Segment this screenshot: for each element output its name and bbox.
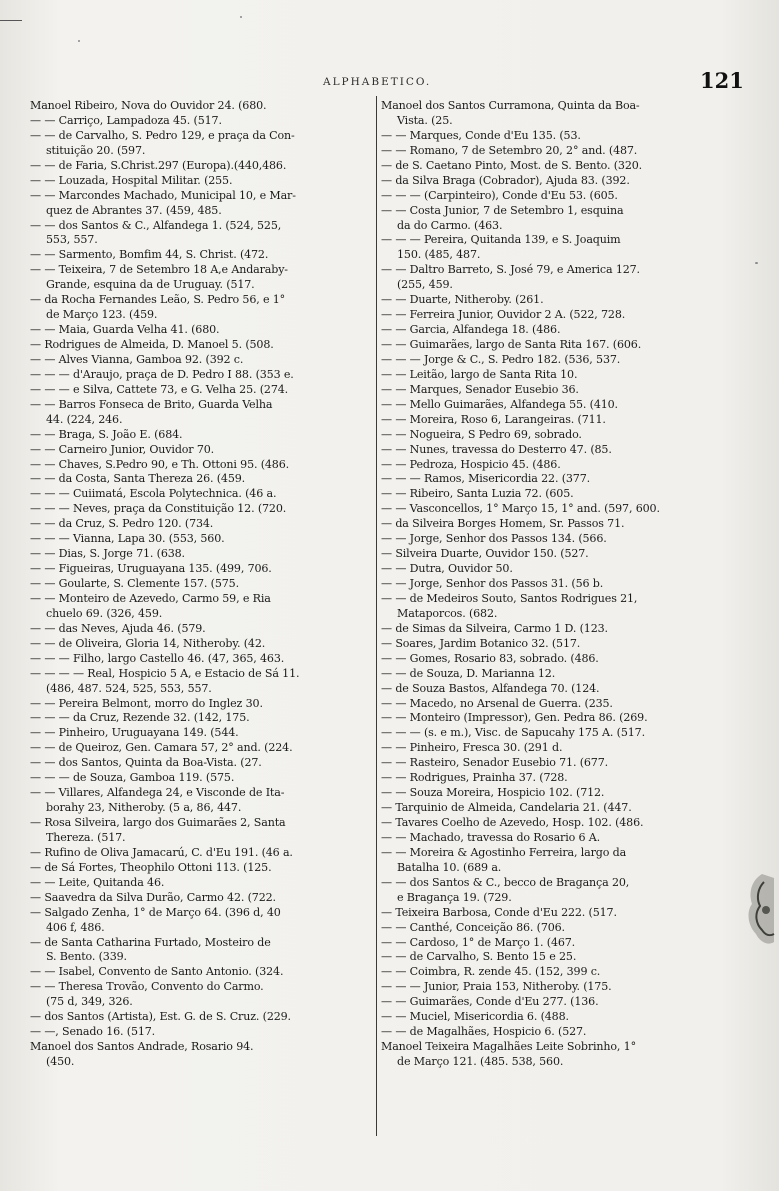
right-entry-line: — — Moreira, Roso 6, Larangeiras. (711. [381, 412, 606, 426]
left-entry-line: — dos Santos (Artista), Est. G. de S. Cruz. (229. [30, 1010, 291, 1024]
left-entry-line: — da Rocha Fernandes Leão, S. Pedro 56, e 1° [30, 293, 286, 307]
right-entry-line: — da Silveira Borges Homem, Sr. Passos 71. [381, 517, 625, 531]
left-entry-line: — — Pereira Belmont, morro do Inglez 30. [30, 696, 263, 710]
right-entry-line: — — Canthé, Conceição 86. (706. [381, 920, 565, 934]
right-entry-line: — — de Carvalho, S. Bento 15 e 25. [381, 950, 577, 964]
left-entry-line: — — Leite, Quitanda 46. [30, 875, 165, 889]
left-entry-line: S. Bento. (339. [46, 950, 127, 964]
left-entry-line: — — — de Souza, Gamboa 119. (575. [30, 771, 235, 785]
left-column [30, 99, 373, 1184]
left-entry-line: — — Dias, S. Jorge 71. (638. [30, 547, 185, 561]
left-entry-line: — — de Oliveira, Gloria 14, Nitheroby. (42. [30, 636, 266, 650]
print-speck [755, 262, 758, 264]
right-entry-line: — — Jorge, Senhor dos Passos 31. (56 b. [381, 577, 604, 590]
right-entry-line: — — de Medeiros Souto, Santos Rodrigues 21, [381, 591, 638, 605]
left-entry-line: stituição 20. (597. [46, 143, 146, 157]
left-entry-line: quez de Abrantes 37. (459, 485. [46, 203, 222, 217]
right-entry-line: — — Rasteiro, Senador Eusebio 71. (677. [381, 756, 608, 770]
left-entry-line: — — Figueiras, Uruguayana 135. (499, 706. [30, 562, 272, 576]
right-entry-line: — — de Souza, D. Marianna 12. [381, 666, 556, 680]
right-entry-line: — — — Jorge & C., S. Pedro 182. (536, 537. [381, 352, 621, 366]
right-entry-line: — — Ferreira Junior, Ouvidor 2 A. (522, 728. [381, 308, 626, 322]
column-divider [376, 96, 377, 1136]
right-entry-line: — — Muciel, Misericordia 6. (488. [381, 1010, 569, 1024]
left-entry-line: — Rufino de Oliva Jamacarú, C. d'Eu 191. (46 a. [30, 845, 293, 859]
left-entry-line: Manoel dos Santos Andrade, Rosario 94. [30, 1040, 254, 1054]
right-entry-line: — — Macedo, no Arsenal de Guerra. (235. [381, 696, 613, 710]
right-entry-line: — da Silva Braga (Cobrador), Ajuda 83. (392. [381, 173, 630, 187]
left-entry-line: — — Villares, Alfandega 24, e Visconde de Ita- [30, 786, 285, 800]
right-entry-line: — — Vasconcellos, 1° Março 15, 1° and. (597, 600. [381, 502, 660, 516]
running-title: ALPHABETICO. [323, 76, 432, 88]
right-entry-line: — de Souza Bastos, Alfandega 70. (124. [381, 681, 600, 695]
left-entry-line: — — — da Cruz, Rezende 32. (142, 175. [30, 711, 250, 725]
left-entry-line: — — — — Real, Hospicio 5 A, e Estacio de Sá 11. [30, 666, 300, 680]
corner-rule [0, 20, 22, 21]
right-entry-line: — — Moreira & Agostinho Ferreira, largo da [381, 845, 627, 859]
left-entry-line: — — Carriço, Lampadoza 45. (517. [30, 113, 222, 127]
left-entry-line: — — Braga, S. João E. (684. [30, 427, 183, 441]
right-column [381, 99, 738, 1184]
left-entry-line: — de Sá Fortes, Theophilo Ottoni 113. (125. [30, 860, 272, 874]
right-entry-line: da do Carmo. (463. [397, 218, 503, 232]
right-entry-line: — — de Magalhães, Hospicio 6. (527. [381, 1025, 587, 1039]
left-entry-line: — — — d'Araujo, praça de D. Pedro I 88. (353 e. [30, 367, 294, 381]
right-entry-line: — — Nogueira, S Pedro 69, sobrado. [381, 427, 582, 441]
right-entry-line: — — — (Carpinteiro), Conde d'Eu 53. (605. [381, 188, 618, 202]
left-entry-line: — — da Cruz, S. Pedro 120. (734. [30, 517, 214, 531]
page-header [0, 70, 779, 94]
left-entry-line: 44. (224, 246. [46, 412, 123, 426]
left-entry-line: — — de Carvalho, S. Pedro 129, e praça da Con- [30, 128, 295, 142]
left-entry-line: — — Pinheiro, Uruguayana 149. (544. [30, 726, 239, 740]
right-entry-line: — — Duarte, Nitheroby. (261. [381, 293, 544, 307]
left-entry-line: — — Isabel, Convento de Santo Antonio. (324. [30, 965, 284, 979]
right-entry-line: — — Marques, Senador Eusebio 36. [381, 382, 579, 396]
left-entry-line: — —, Senado 16. (517. [30, 1025, 156, 1039]
right-entry-line: — — Coimbra, R. zende 45. (152, 399 c. [381, 965, 601, 979]
right-entry-line: — — Jorge, Senhor dos Passos 134. (566. [381, 532, 607, 546]
left-entry-line: Thereza. (517. [46, 830, 126, 844]
right-entry-line: 150. (485, 487. [397, 248, 481, 262]
left-entry-line: — Saavedra da Silva Durão, Carmo 42. (722. [30, 890, 276, 904]
left-entry-line: — — — Cuiimatá, Escola Polytechnica. (46 a. [30, 487, 277, 501]
right-entry-line: — — Monteiro (Impressor), Gen. Pedra 86. (269. [381, 711, 648, 725]
print-speck [78, 40, 80, 42]
print-speck [240, 16, 242, 18]
right-entry-line: Manoel Teixeira Magalhães Leite Sobrinho, 1° [381, 1040, 636, 1054]
left-entry-line: chuelo 69. (326, 459. [46, 606, 163, 620]
left-entry-line: — — Marcondes Machado, Municipal 10, e Mar- [30, 188, 296, 202]
right-entry-line: — de Simas da Silveira, Carmo 1 D. (123. [381, 621, 608, 635]
left-entry-line: Manoel Ribeiro, Nova do Ouvidor 24. (680. [30, 99, 267, 112]
left-entry-line: — Rosa Silveira, largo dos Guimarães 2, Santa [30, 816, 286, 829]
right-entry-line: e Bragança 19. (729. [397, 890, 512, 904]
left-entry-line: — — — e Silva, Cattete 73, e G. Velha 25. (274. [30, 382, 289, 396]
left-entry-line: — Salgado Zenha, 1° de Março 64. (396 d, 40 [30, 905, 281, 919]
left-entry-line: 406 f, 486. [46, 920, 105, 934]
left-entry-line: de Março 123. (459. [46, 308, 158, 322]
left-entry-line: — — das Neves, Ajuda 46. (579. [30, 621, 206, 635]
left-entry-line: borahy 23, Nitheroby. (5 a, 86, 447. [46, 801, 242, 815]
right-entry-line: — de S. Caetano Pinto, Most. de S. Bento. (320. [381, 158, 643, 172]
right-entry-line: — — Romano, 7 de Setembro 20, 2° and. (487. [381, 143, 638, 157]
right-entry-line: — Teixeira Barbosa, Conde d'Eu 222. (517. [381, 905, 617, 919]
right-entry-line: — Tavares Coelho de Azevedo, Hosp. 102. (486. [381, 816, 644, 829]
right-entry-line: — — dos Santos & C., becco de Bragança 20, [381, 875, 630, 889]
left-entry-line: — — — Vianna, Lapa 30. (553, 560. [30, 532, 225, 546]
right-entry-line: — — Leitão, largo de Santa Rita 10. [381, 367, 578, 381]
left-entry-line: — — dos Santos & C., Alfandega 1. (524, 525, [30, 218, 282, 232]
right-entry-line: — — — (s. e m.), Visc. de Sapucahy 175 A. (517. [381, 726, 645, 740]
left-entry-line: — — Carneiro Junior, Ouvidor 70. [30, 442, 215, 456]
right-entry-line: — Soares, Jardim Botanico 32. (517. [381, 636, 581, 650]
left-entry-line: — — Alves Vianna, Gamboa 92. (392 c. [30, 352, 244, 366]
left-entry-line: — — Sarmento, Bomfim 44, S. Christ. (472. [30, 248, 269, 262]
left-entry-line: (75 d, 349, 326. [46, 995, 133, 1009]
right-entry-line: — — Costa Junior, 7 de Setembro 1, esquina [381, 203, 624, 217]
left-entry-line: — Rodrigues de Almeida, D. Manoel 5. (508. [30, 338, 274, 351]
left-entry-line: (450. [46, 1055, 75, 1068]
right-entry-line: — — Nunes, travessa do Desterro 47. (85. [381, 442, 612, 456]
right-entry-line: — — Pinheiro, Fresca 30. (291 d. [381, 741, 563, 755]
right-entry-line: — Silveira Duarte, Ouvidor 150. (527. [381, 547, 589, 561]
right-entry-line: Vista. (25. [397, 113, 453, 127]
right-entry-line: — — Machado, travessa do Rosario 6 A. [381, 830, 601, 844]
right-entry-line: — — Guimarães, largo de Santa Rita 167. (606. [381, 338, 642, 351]
right-entry-line: — — Dutra, Ouvidor 50. [381, 562, 513, 576]
left-entry-line: — — Louzada, Hospital Militar. (255. [30, 173, 233, 187]
page-number: 121 [700, 68, 744, 93]
left-entry-line: — — Monteiro de Azevedo, Carmo 59, e Ria [30, 591, 271, 605]
left-entry-line: — — — Filho, largo Castello 46. (47, 365, 463. [30, 651, 285, 665]
right-entry-line: — — Ribeiro, Santa Luzia 72. (605. [381, 487, 574, 501]
right-entry-line: Mataporcos. (682. [397, 606, 498, 620]
right-entry-line: Batalha 10. (689 a. [397, 860, 502, 874]
right-entry-line: — Tarquinio de Almeida, Candelaria 21. (447. [381, 801, 632, 815]
right-entry-line: — — Guimarães, Conde d'Eu 277. (136. [381, 995, 599, 1009]
left-entry-line: Grande, esquina da de Uruguay. (517. [46, 278, 255, 292]
left-entry-line: — — Theresa Trovão, Convento do Carmo. [30, 980, 264, 994]
left-entry-line: — — Barros Fonseca de Brito, Guarda Velha [30, 397, 273, 411]
left-entry-line: — — da Costa, Santa Thereza 26. (459. [30, 472, 246, 486]
right-entry-line: Manoel dos Santos Curramona, Quinta da Boa- [381, 99, 640, 112]
right-entry-line: — — Marques, Conde d'Eu 135. (53. [381, 128, 581, 142]
left-entry-line: (486, 487. 524, 525, 553, 557. [46, 681, 212, 695]
left-entry-line: — — Maia, Guarda Velha 41. (680. [30, 323, 220, 337]
left-entry-line: — — de Faria, S.Christ.297 (Europa).(440,486. [30, 158, 287, 172]
library-stamp-icon [742, 870, 776, 950]
right-entry-line: — — Rodrigues, Prainha 37. (728. [381, 771, 568, 785]
right-entry-line: — — Gomes, Rosario 83, sobrado. (486. [381, 651, 599, 665]
left-entry-line: — — dos Santos, Quinta da Boa-Vista. (27. [30, 756, 262, 770]
left-entry-line: — — — Neves, praça da Constituição 12. (720. [30, 502, 287, 516]
right-entry-line: (255, 459. [397, 278, 453, 292]
left-entry-line: — de Santa Catharina Furtado, Mosteiro de [30, 935, 271, 949]
right-entry-line: de Março 121. (485. 538, 560. [397, 1055, 564, 1068]
right-entry-line: — — — Ramos, Misericordia 22. (377. [381, 472, 590, 486]
right-entry-line: — — — Junior, Praia 153, Nitheroby. (175. [381, 980, 612, 994]
left-entry-line: 553, 557. [46, 233, 98, 247]
right-entry-line: — — Mello Guimarães, Alfandega 55. (410. [381, 397, 618, 411]
left-entry-line: — — de Queiroz, Gen. Camara 57, 2° and. (224. [30, 741, 293, 755]
right-entry-line: — — Pedroza, Hospicio 45. (486. [381, 457, 561, 471]
right-entry-line: — — — Pereira, Quitanda 139, e S. Joaquim [381, 233, 621, 247]
right-entry-line: — — Cardoso, 1° de Março 1. (467. [381, 935, 576, 949]
left-entry-line: — — Chaves, S.Pedro 90, e Th. Ottoni 95. (486. [30, 457, 290, 471]
left-entry-line: — — Teixeira, 7 de Setembro 18 A,e Andaraby- [30, 263, 288, 277]
right-entry-line: — — Souza Moreira, Hospicio 102. (712. [381, 786, 605, 800]
left-entry-line: — — Goularte, S. Clemente 157. (575. [30, 577, 239, 590]
right-entry-line: — — Garcia, Alfandega 18. (486. [381, 323, 561, 337]
right-entry-line: — — Daltro Barreto, S. José 79, e America 127. [381, 263, 640, 277]
